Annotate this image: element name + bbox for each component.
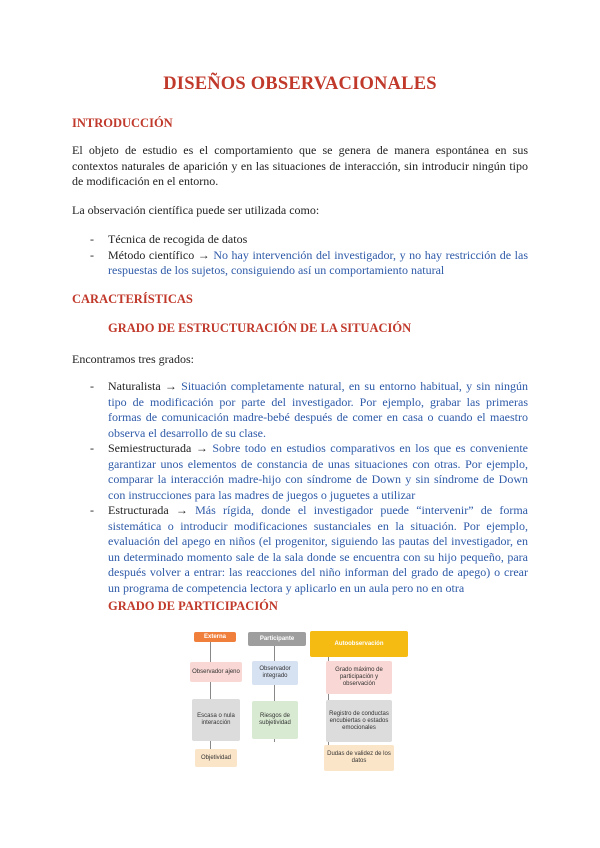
usage-list xyxy=(90,232,528,279)
diagram-header-autoobservacion: Autoobservación xyxy=(310,631,408,657)
diagram-node: Registro de conductas encubiertas o estados emocionales xyxy=(326,700,392,742)
diagram-node: Observador integrado xyxy=(252,661,298,685)
diagram-node: Observador ajeno xyxy=(190,662,242,682)
arrow-icon: → xyxy=(195,441,208,455)
list-item-label: Semiestructurada xyxy=(108,441,192,455)
grados-list xyxy=(90,379,528,596)
diagram-node: Riesgos de subjetividad xyxy=(252,701,298,739)
list-item-label: Método científico xyxy=(108,247,195,262)
list-item: - Naturalista → Situación completamente natural, en su entorno habitual, y sin ningún tipo de modificación por parte del investigador. Por ejemplo, grabar las primeras formas de comunicación madre-bebé después de comer en casa o cuando el maestro observa el desarrollo de su clase. xyxy=(90,379,528,440)
subheading-participacion: GRADO DE PARTICIPACIÓN xyxy=(108,599,278,613)
list-item-desc: Sobre todo en estudios comparativos en los que es conveniente garantizar unos elementos de constancia de unas situaciones con otras. Por ejemplo, comparar la interacción madre-hijo con síndrome de Down y sin síndrome de Down con instrucciones para las madres de juegos o juguetes a utilizar xyxy=(108,441,529,502)
diagram-header-externa: Externa xyxy=(194,632,236,642)
diagram-node: Escasa o nula interacción xyxy=(192,699,240,741)
diagram-node: Dudas de validez de los datos xyxy=(324,745,394,771)
section-heading-caracteristicas: CARACTERÍSTICAS xyxy=(72,292,193,306)
intro-paragraph: El objeto de estudio es el comportamiento que se genera de manera espontánea en sus contextos naturales de aparición y en las situaciones de interacción, sin introducir ningún tipo de modificación en el entorno. xyxy=(72,143,528,188)
grados-intro: Encontramos tres grados: xyxy=(72,352,194,366)
list-item-label: Naturalista xyxy=(108,379,161,393)
subheading-estructuracion: GRADO DE ESTRUCTURACIÓN DE LA SITUACIÓN xyxy=(108,321,412,335)
section-heading-introduccion: INTRODUCCIÓN xyxy=(72,116,173,130)
list-item: - Estructurada → Más rígida, donde el investigador puede “intervenir” de forma sistemática o introducir modificaciones sustanciales en la situación. Por ejemplo, evaluación del apego en niños (el progenitor, siguiendo las pautas del investigador, en un determinado momento sale de la sala donde se encuentra con su hijo pequeño, para después volver a entrar: las reacciones del niño informan del grado de apego) o crear un programa de competencia lectora y aplicarlo en un aula pero no en otra xyxy=(90,503,528,595)
page-title: DISEÑOS OBSERVACIONALES xyxy=(163,74,437,94)
diagram-node: Objetividad xyxy=(195,749,237,767)
list-item-desc: Situación completamente natural, en su entorno habitual, y sin ningún tipo de modificación por parte del investigador. Por ejemplo, grabar las primeras formas de comunicación madre-bebé después de comer en casa o cuando el maestro observa el desarrollo de su clase. xyxy=(108,379,528,440)
participation-diagram xyxy=(190,628,412,776)
list-item-label: Técnica de recogida de datos xyxy=(108,232,248,246)
list-item-label: Estructurada xyxy=(108,503,169,517)
list-item-desc: Más rígida, donde el investigador puede “intervenir” de forma sistemática o introducir modificaciones sustanciales en la situación. Por ejemplo, evaluación del apego en niños (el progenitor, siguiendo las pautas del investigador, en un determinado momento sale de la sala donde se encuentra con su hijo pequeño, para después volver a entrar: las reacciones del niño informan del grado de apego) o crear un programa de competencia lectora y aplicarlo en un aula pero no en otra xyxy=(108,503,528,595)
list-item: - Técnica de recogida de datos xyxy=(90,232,248,246)
list-item: - Semiestructurada → Sobre todo en estudios comparativos en los que es conveniente garantizar unos elementos de constancia de unas situaciones con otras. Por ejemplo, comparar la interacción madre-hijo con síndrome de Down y sin síndrome de Down con instrucciones para las madres de juegos o juguetes a utilizar xyxy=(90,441,529,502)
intro-usage-paragraph: La observación científica puede ser utilizada como: xyxy=(72,203,320,217)
diagram-header-participante: Participante xyxy=(248,632,306,646)
arrow-icon: → xyxy=(197,247,210,262)
list-item-desc: No hay intervención del investigador, y no hay restricción de las respuestas de los sujetos, consiguiendo así un comportamiento natural xyxy=(108,247,529,277)
arrow-icon: → xyxy=(164,379,177,393)
list-item: - Método científico → No hay intervención del investigador, y no hay restricción de las respuestas de los sujetos, consiguiendo así un comportamiento natural xyxy=(90,247,529,277)
diagram-node: Grado máximo de participación y observación xyxy=(326,661,392,694)
arrow-icon: → xyxy=(175,503,188,517)
